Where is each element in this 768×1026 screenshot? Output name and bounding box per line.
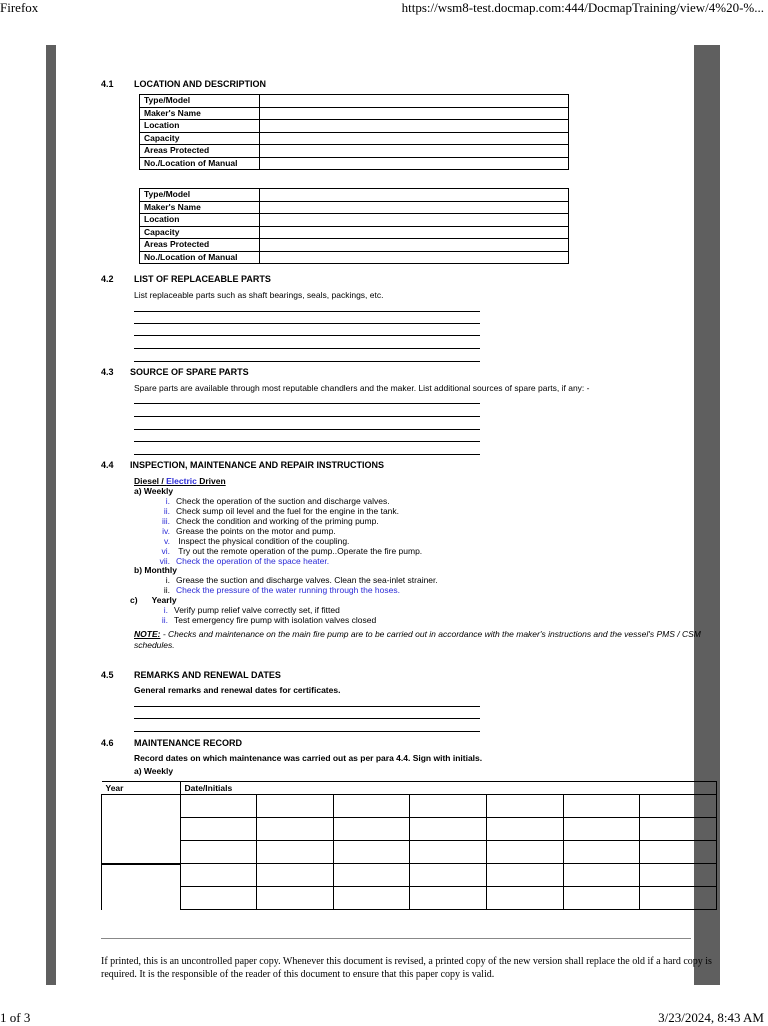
list-item: ii. Test emergency fire pump with isolation valves closed (161, 615, 377, 625)
drive-separator: / (159, 476, 167, 486)
row-value-cell[interactable] (260, 201, 569, 214)
section-4-2-text: List replaceable parts such as shaft bearings, seals, packings, etc. (134, 290, 384, 300)
row-value-cell[interactable] (260, 251, 569, 264)
fill-line[interactable] (134, 429, 480, 430)
list-item: vi. Try out the remote operation of the pump..Operate the fire pump. (161, 546, 423, 556)
row-value-cell[interactable] (260, 239, 569, 252)
row-label: Maker's Name (140, 107, 260, 120)
uncontrolled-copy-disclaimer: If printed, this is an uncontrolled paper copy. Whenever this document is revised, a printed copy of the new version shall replace the old if a hard copy is required. It is the responsible of the reader of this document to ensure that this paper copy is valid. (101, 956, 712, 980)
date-cell[interactable] (640, 818, 717, 841)
row-value-cell[interactable] (260, 120, 569, 133)
row-value-cell[interactable] (260, 214, 569, 227)
table-row (140, 201, 569, 214)
row-value-cell[interactable] (260, 95, 569, 108)
date-cell[interactable] (180, 795, 257, 818)
section-title: LOCATION AND DESCRIPTION (134, 79, 266, 89)
row-label: Capacity (140, 132, 260, 145)
equipment-table-1 (139, 94, 569, 170)
row-label: Location (140, 120, 260, 133)
fill-line[interactable] (134, 441, 480, 442)
date-cell[interactable] (333, 795, 410, 818)
fill-line[interactable] (134, 706, 480, 707)
page-url: https://wsm8-test.docmap.com:444/DocmapTraining/view/4%20-%... (401, 0, 764, 15)
section-number: 4.6 (101, 738, 114, 748)
section-4-6-text: Record dates on which maintenance was carried out as per para 4.4. Sign with initials. (134, 753, 483, 763)
section-number: 4.1 (101, 79, 114, 89)
fill-line[interactable] (134, 731, 480, 732)
date-cell[interactable] (640, 795, 717, 818)
section-number: 4.4 (101, 460, 114, 470)
maintenance-record-table (101, 781, 717, 910)
fill-line[interactable] (134, 403, 480, 404)
date-cell[interactable] (257, 887, 334, 910)
fill-line[interactable] (134, 348, 480, 349)
date-cell[interactable] (563, 818, 640, 841)
row-label: No./Location of Manual (140, 251, 260, 264)
equipment-table-2 (139, 188, 569, 264)
date-cell[interactable] (563, 841, 640, 864)
date-cell[interactable] (333, 887, 410, 910)
dates-header: Date/Initials (180, 782, 717, 795)
row-value-cell[interactable] (260, 157, 569, 170)
weekly-sub-label: a) Weekly (134, 766, 174, 776)
table-row (140, 107, 569, 120)
date-cell[interactable] (563, 795, 640, 818)
drive-type-heading (134, 476, 226, 486)
date-cell[interactable] (410, 841, 487, 864)
row-value-cell[interactable] (260, 132, 569, 145)
document-viewer[interactable] (46, 45, 720, 985)
list-item: ii. Check the pressure of the water running through the hoses. (163, 585, 400, 595)
row-label: Areas Protected (140, 239, 260, 252)
section-4-4-heading (101, 460, 501, 472)
date-cell[interactable] (180, 818, 257, 841)
date-cell[interactable] (180, 841, 257, 864)
year-header: Year (102, 782, 181, 795)
date-cell[interactable] (640, 864, 717, 887)
row-value-cell[interactable] (260, 107, 569, 120)
section-4-1-heading (101, 79, 501, 91)
table-row (140, 251, 569, 264)
table-header-row (102, 782, 717, 795)
row-value-cell[interactable] (260, 226, 569, 239)
date-cell[interactable] (410, 864, 487, 887)
table-row (140, 239, 569, 252)
date-cell[interactable] (563, 864, 640, 887)
fill-line[interactable] (134, 454, 480, 455)
fill-line[interactable] (134, 361, 480, 362)
list-item: vii. Check the operation of the space heater. (159, 556, 330, 566)
maintenance-note: NOTE: - Checks and maintenance on the main fire pump are to be carried out in accordance with the maker's instructions and the vessel's PMS / CSM schedules. (134, 629, 701, 650)
table-row (102, 887, 717, 910)
list-item: iv. Grease the points on the motor and pump. (162, 526, 336, 536)
monthly-label: b) Monthly (134, 565, 177, 575)
list-item: ii. Check sump oil level and the fuel for the engine in the tank. (163, 506, 400, 516)
date-cell[interactable] (180, 864, 257, 887)
table-row (140, 214, 569, 227)
row-label: Maker's Name (140, 201, 260, 214)
date-cell[interactable] (410, 818, 487, 841)
section-4-3-heading (101, 367, 501, 379)
table-row (102, 818, 717, 841)
table-row (140, 157, 569, 170)
year-cell[interactable] (102, 864, 181, 910)
date-cell[interactable] (487, 864, 564, 887)
date-cell[interactable] (333, 841, 410, 864)
date-cell[interactable] (487, 818, 564, 841)
date-cell[interactable] (640, 887, 717, 910)
drive-suffix: Driven (196, 476, 226, 486)
table-row (140, 189, 569, 202)
list-item: v. Inspect the physical condition of the coupling. (164, 536, 350, 546)
row-value-cell[interactable] (260, 189, 569, 202)
fill-line[interactable] (134, 323, 480, 324)
fill-line[interactable] (134, 416, 480, 417)
row-label: Type/Model (140, 95, 260, 108)
page-indicator: 1 of 3 (0, 1010, 31, 1025)
section-title: SOURCE OF SPARE PARTS (130, 367, 249, 377)
row-label: Type/Model (140, 189, 260, 202)
row-label: Capacity (140, 226, 260, 239)
table-row (102, 841, 717, 864)
date-cell[interactable] (487, 795, 564, 818)
date-cell[interactable] (487, 887, 564, 910)
section-title: MAINTENANCE RECORD (134, 738, 242, 748)
section-title: INSPECTION, MAINTENANCE AND REPAIR INSTRUCTIONS (130, 460, 385, 470)
section-4-2-heading (101, 274, 501, 286)
section-4-5-text: General remarks and renewal dates for certificates. (134, 685, 341, 695)
section-number: 4.2 (101, 274, 114, 284)
fill-line[interactable] (134, 311, 480, 312)
print-timestamp: 3/23/2024, 8:43 AM (658, 1010, 764, 1025)
date-cell[interactable] (487, 841, 564, 864)
table-row (140, 145, 569, 158)
date-cell[interactable] (257, 818, 334, 841)
drive-electric: Electric (166, 476, 197, 486)
section-4-3-text: Spare parts are available through most reputable chandlers and the maker. List additional sources of spare parts, if any: - (134, 383, 590, 393)
date-cell[interactable] (257, 864, 334, 887)
section-title: LIST OF REPLACEABLE PARTS (134, 274, 271, 284)
list-item: i. Verify pump relief valve correctly set, if fitted (163, 605, 340, 615)
drive-diesel: Diesel (134, 476, 160, 486)
document-page (56, 45, 712, 985)
row-value-cell[interactable] (260, 145, 569, 158)
date-cell[interactable] (333, 818, 410, 841)
table-row (102, 795, 717, 818)
date-cell[interactable] (410, 887, 487, 910)
browser-title: Firefox (0, 0, 39, 15)
date-cell[interactable] (257, 841, 334, 864)
table-row (140, 95, 569, 108)
table-row (102, 864, 717, 887)
table-row (140, 120, 569, 133)
fill-line[interactable] (134, 718, 480, 719)
list-item: iii. Check the condition and working of the priming pump. (161, 516, 379, 526)
date-cell[interactable] (563, 887, 640, 910)
date-cell[interactable] (410, 795, 487, 818)
yearly-label: c) Yearly (130, 595, 177, 605)
footer-divider (101, 938, 691, 939)
fill-line[interactable] (134, 335, 480, 336)
row-label: No./Location of Manual (140, 157, 260, 170)
row-label: Areas Protected (140, 145, 260, 158)
weekly-label: a) Weekly (134, 486, 174, 496)
section-4-6-heading (101, 738, 501, 750)
date-cell[interactable] (257, 795, 334, 818)
table-row (140, 132, 569, 145)
year-cell[interactable] (102, 795, 181, 864)
section-number: 4.5 (101, 670, 114, 680)
table-row (140, 226, 569, 239)
section-number: 4.3 (101, 367, 114, 377)
date-cell[interactable] (180, 887, 257, 910)
list-item: i. Grease the suction and discharge valves. Clean the sea-inlet strainer. (165, 575, 438, 585)
list-item: i. Check the operation of the suction and discharge valves. (165, 496, 390, 506)
section-4-5-heading (101, 670, 501, 682)
date-cell[interactable] (640, 841, 717, 864)
date-cell[interactable] (333, 864, 410, 887)
section-title: REMARKS AND RENEWAL DATES (134, 670, 281, 680)
row-label: Location (140, 214, 260, 227)
